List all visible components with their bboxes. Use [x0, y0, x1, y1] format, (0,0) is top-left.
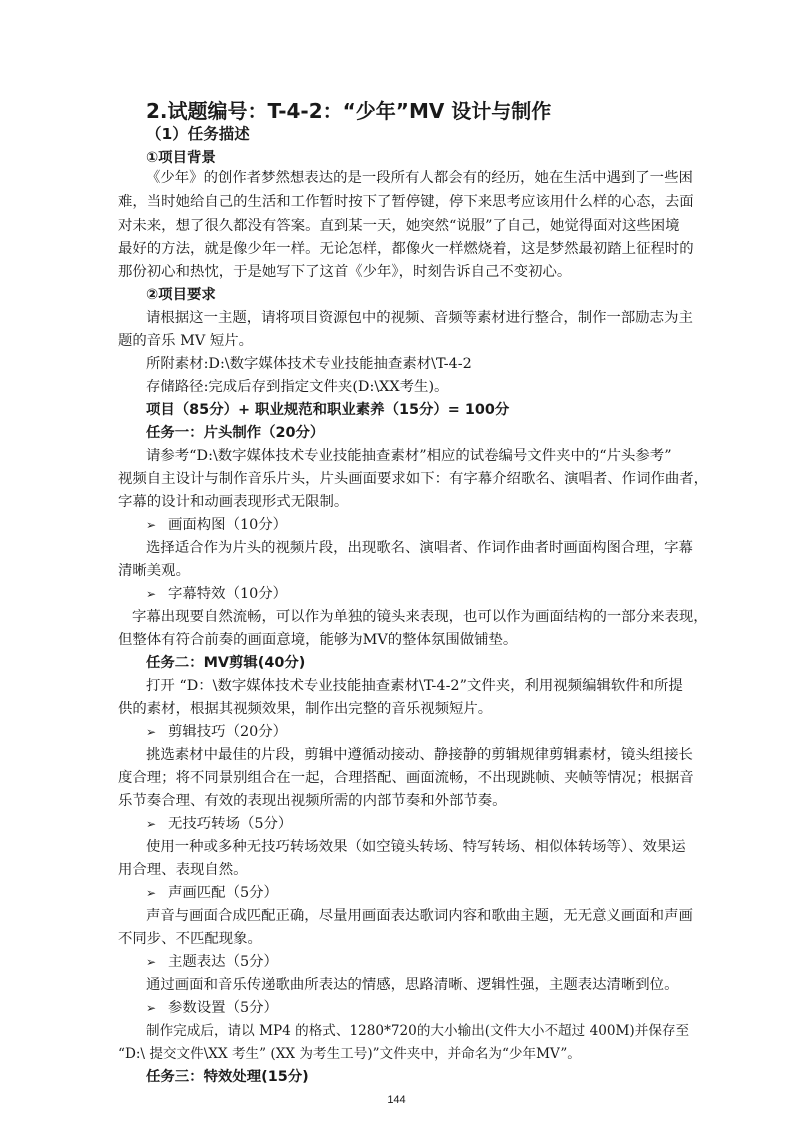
page-title: 2.试题编号：T-4-2：“少年”MV 设计与制作 — [146, 99, 552, 123]
arrow-bullet-icon: ➢ — [146, 955, 157, 969]
background-line: 最好的方法，就是像少年一样。无论怎样，都像火一样燃烧着，这是梦然最初踏上征程时的 — [118, 241, 694, 257]
bullet-audio-visual — [146, 883, 278, 903]
background-line: 对未来，想了很久都没有答案。直到某一天，她突然“说服”了自己，她觉得面对这些困境 — [118, 218, 680, 234]
requirements-heading: ②项目要求 — [146, 287, 216, 303]
score-summary: 项目（85分）+ 职业规范和职业素养（15分）= 100分 — [146, 402, 510, 418]
bullet-theme — [146, 952, 278, 972]
task1-heading: 任务一：片头制作（20分） — [146, 425, 325, 441]
parameters-line: “D:\ 提交文件\XX 考生” (XX 为考生工号)”文件夹中，并命名为“少年MV”。 — [118, 1046, 581, 1062]
transitions-line: 使用一种或多种无技巧转场效果（如空镜头转场、特写转场、相似体转场等）、效果运 — [146, 839, 686, 855]
background-heading: ①项目背景 — [146, 150, 216, 166]
bullet-editing-skills — [146, 722, 287, 742]
task2-line: 打开 “D：\数字媒体技术专业技能抽查素材\T-4-2”文件夹，利用视频编辑软件和所提 — [146, 678, 683, 694]
task1-line: 字幕的设计和动画表现形式无限制。 — [118, 494, 349, 510]
page-number: 144 — [387, 1094, 406, 1106]
bullet-label: 声画匹配（5分） — [168, 885, 278, 901]
arrow-bullet-icon: ➢ — [146, 725, 157, 739]
bullet-parameters — [146, 998, 278, 1018]
background-line: 那份初心和热忱，于是她写下了这首《少年》，时刻告诉自己不变初心。 — [118, 264, 572, 280]
composition-line: 选择适合作为片头的视频片段，出现歌名、演唱者、作词作曲者时画面构图合理，字幕 — [146, 540, 693, 556]
arrow-bullet-icon: ➢ — [146, 886, 157, 900]
requirements-line: 请根据这一主题，请将项目资源包中的视频、音频等素材进行整合，制作一部励志为主 — [146, 310, 693, 326]
bullet-label: 字幕特效（10分） — [168, 586, 288, 602]
editing-skills-line: 度合理；将不同景别组合在一起，合理搭配、画面流畅，不出现跳帧、夹帧等情况；根据音 — [118, 770, 694, 786]
bullet-subtitle-effects — [146, 584, 287, 604]
audio-visual-line: 声音与画面合成匹配正确，尽量用画面表达歌词内容和歌曲主题，无无意义画面和声画 — [146, 908, 693, 924]
task3-heading: 任务三：特效处理(15分) — [146, 1069, 309, 1085]
editing-skills-line: 挑选素材中最佳的片段，剪辑中遵循动接动、静接静的剪辑规律剪辑素材，镜头组接长 — [146, 747, 693, 763]
bullet-composition — [146, 515, 287, 535]
subtitle-effects-line: 但整体有符合前奏的画面意境，能够为MV的整体氛围做铺垫。 — [118, 632, 518, 648]
theme-line: 通过画面和音乐传递歌曲所表达的情感，思路清晰、逻辑性强，主题表达清晰到位。 — [146, 977, 679, 993]
parameters-line: 制作完成后，请以 MP4 的格式、1280*720的大小输出(文件大小不超过 400M)并保存至 — [146, 1023, 690, 1039]
bullet-transitions — [146, 814, 292, 834]
arrow-bullet-icon: ➢ — [146, 1001, 157, 1015]
bullet-label: 参数设置（5分） — [168, 1000, 278, 1016]
requirements-line: 题的音乐 MV 短片。 — [118, 333, 254, 349]
composition-line: 清晰美观。 — [118, 563, 190, 579]
bullet-label: 主题表达（5分） — [168, 954, 278, 970]
task1-line: 视频自主设计与制作音乐片头，片头画面要求如下：有字幕介绍歌名、演唱者、作词作曲者， — [118, 471, 709, 487]
subtitle-effects-line: 字幕出现要自然流畅，可以作为单独的镜头来表现，也可以作为画面结构的一部分来表现， — [132, 609, 708, 625]
section-task-description: （1）任务描述 — [146, 125, 250, 143]
background-line: 《少年》的创作者梦然想表达的是一段所有人都会有的经历，她在生活中遇到了一些困 — [146, 170, 693, 186]
editing-skills-line: 乐节奏合理、有效的表现出视频所需的内部节奏和外部节奏。 — [118, 793, 507, 809]
transitions-line: 用合理、表现自然。 — [118, 862, 248, 878]
background-line: 难，当时她给自己的生活和工作暂时按下了暂停键，停下来思考应该用什么样的心态，去面 — [118, 194, 694, 210]
bullet-label: 画面构图（10分） — [168, 517, 288, 533]
storage-path: 存储路径:完成后存到指定文件夹(D:\XX考生)。 — [146, 379, 449, 395]
audio-visual-line: 不同步、不匹配现象。 — [118, 931, 262, 947]
bullet-label: 无技巧转场（5分） — [168, 816, 293, 832]
task1-line: 请参考“D:\数字媒体技术专业技能抽查素材”相应的试卷编号文件夹中的“片头参考” — [146, 448, 672, 464]
task2-heading: 任务二：MV剪辑(40分) — [146, 655, 306, 671]
arrow-bullet-icon: ➢ — [146, 518, 157, 532]
materials-path: 所附素材:D:\数字媒体技术专业技能抽查素材\T-4-2 — [146, 356, 472, 372]
arrow-bullet-icon: ➢ — [146, 587, 157, 601]
task2-line: 供的素材，根据其视频效果，制作出完整的音乐视频短片。 — [118, 701, 493, 717]
arrow-bullet-icon: ➢ — [146, 817, 157, 831]
bullet-label: 剪辑技巧（20分） — [168, 724, 288, 740]
